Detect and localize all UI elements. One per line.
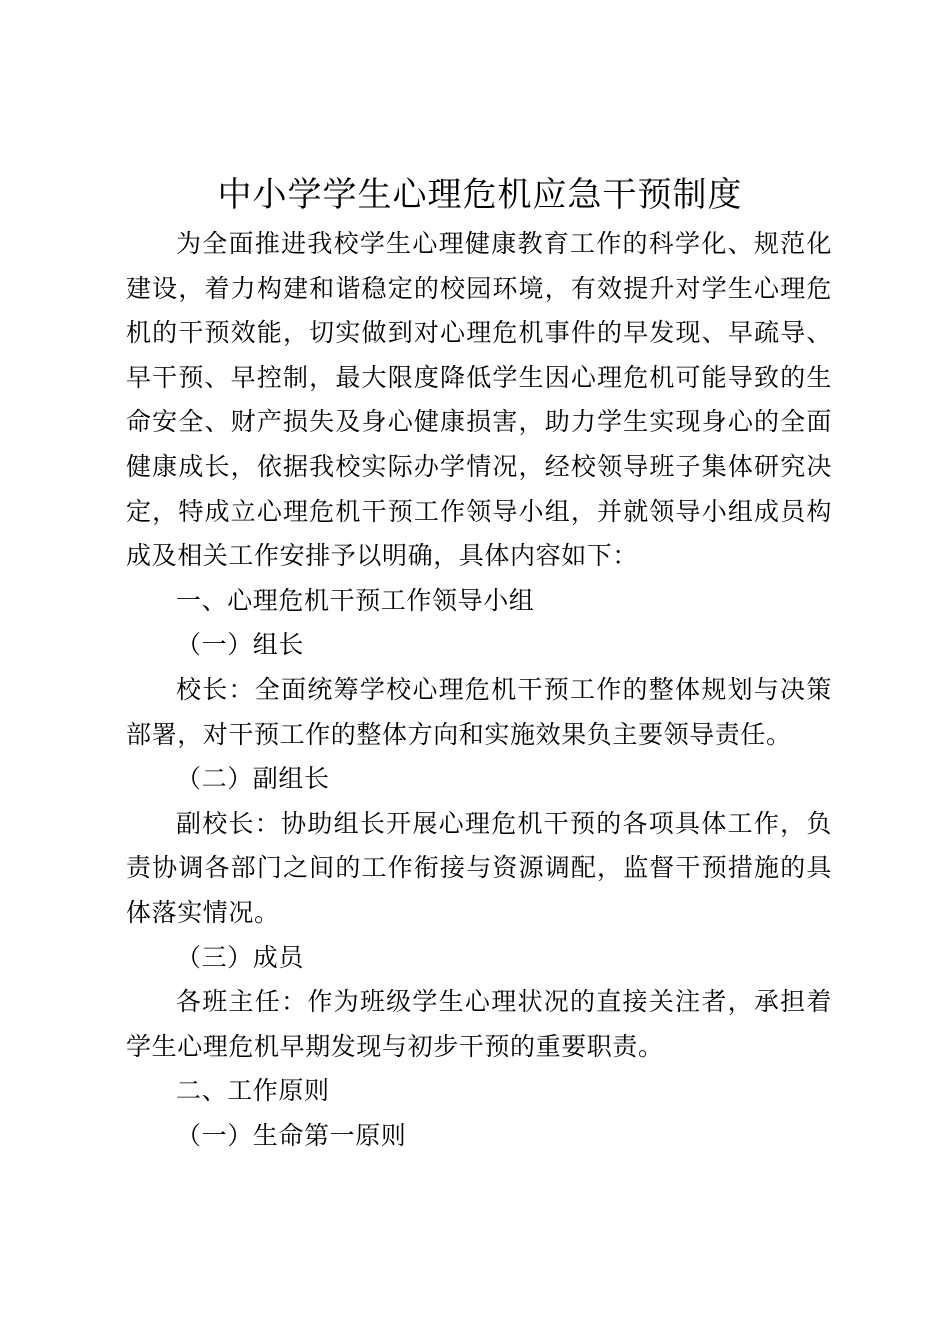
document-body	[126, 222, 832, 1158]
deputy-leader-duty-paragraph: 副校长：协助组长开展心理危机干预的各项具体工作，负责协调各部门之间的工作衔接与资源调配，监督干预措施的具体落实情况。	[126, 808, 832, 927]
subheading-leader: （一）组长	[176, 630, 305, 660]
intro-paragraph: 为全面推进我校学生心理健康教育工作的科学化、规范化建设，着力构建和谐稳定的校园环境，有效提升对学生心理危机的干预效能，切实做到对心理危机事件的早发现、早疏导、早干预、早控制，最大限度降低学生因心理危机可能导致的生命安全、财产损失及身心健康损害，助力学生实现身心的全面健康成长，依据我校实际办学情况，经校领导班子集体研究决定，特成立心理危机干预工作领导小组，并就领导小组成员构成及相关工作安排予以明确，具体内容如下：	[126, 229, 832, 571]
subheading-deputy-leader: （二）副组长	[176, 764, 330, 794]
members-duty-paragraph: 各班主任：作为班级学生心理状况的直接关注者，承担着学生心理危机早期发现与初步干预的重要职责。	[126, 987, 832, 1061]
document-title: 中小学学生心理危机应急干预制度	[217, 175, 743, 215]
leader-duty-paragraph: 校长：全面统筹学校心理危机干预工作的整体规划与决策部署，对干预工作的整体方向和实施效果负主要领导责任。	[126, 674, 832, 749]
section-heading-work-principles: 二、工作原则	[176, 1076, 330, 1106]
section-heading-leadership-group: 一、心理危机干预工作领导小组	[176, 585, 535, 615]
subheading-life-first-principle: （一）生命第一原则	[176, 1120, 407, 1150]
subheading-members: （三）成员	[176, 942, 305, 972]
